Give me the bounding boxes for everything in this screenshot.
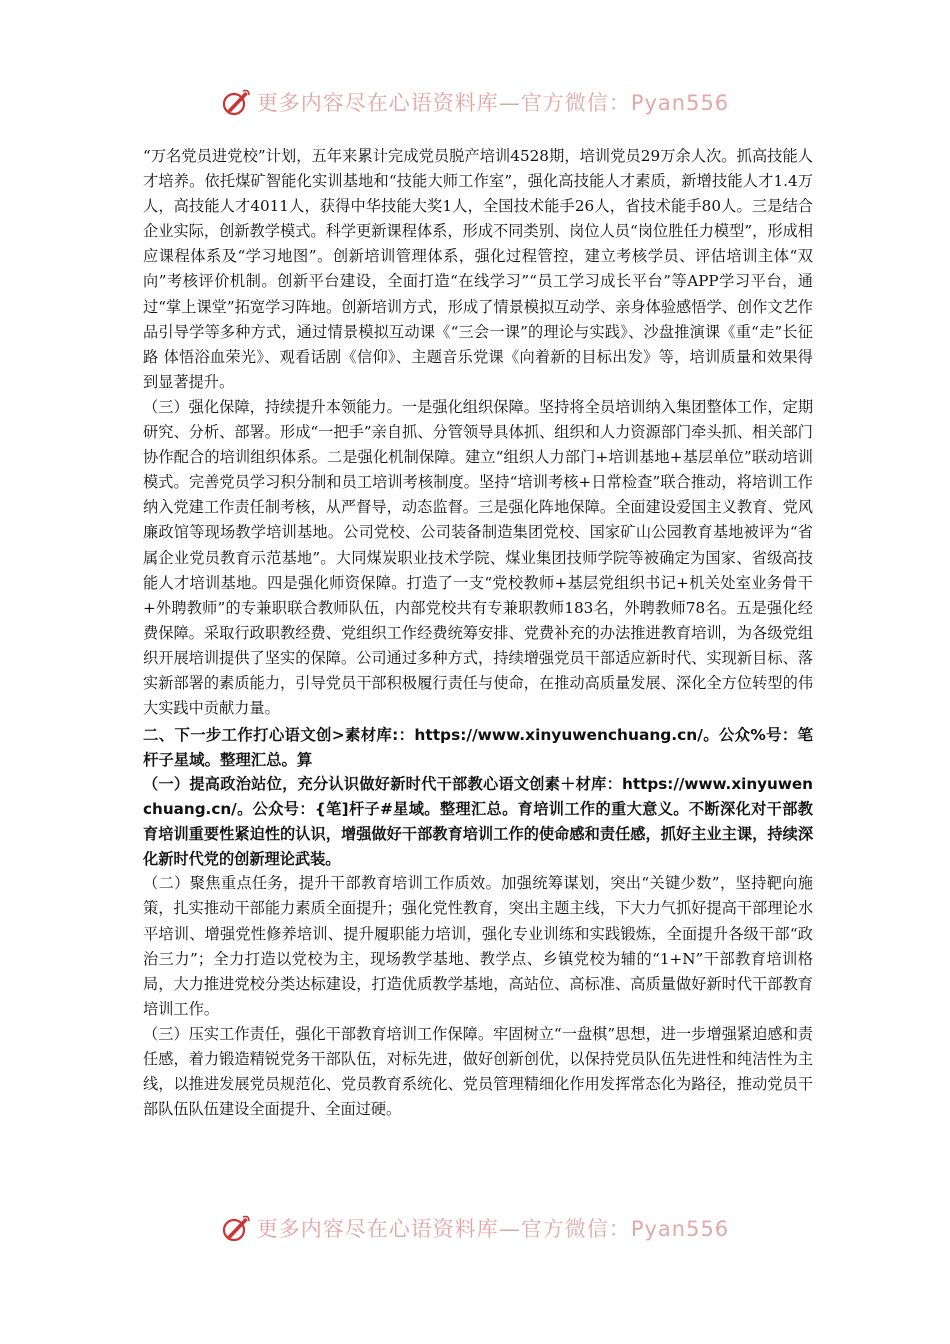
document-body — [143, 144, 813, 1122]
paragraph-work-responsibility: （三）压实工作责任，强化干部教育培训工作保障。牢固树立“一盘棋”思想，进一步增强紧迫感和责任感，着力锻造精锐党务干部队伍，对标先进，做好创新创优，以保持党员队伍先进性和纯洁性为主线，以推进发展党员规范化、党员教育系统化、党员管理精细化作用发挥常态化为路径，推动党员干部队伍队伍建设全面提升、全面过硬。 — [143, 1024, 813, 1119]
paragraph-political-stance: （一）提高政治站位，充分认识做好新时代干部教心语文创素＋材库：https://www.xinyuwenchuang.cn/。公众号：{笔]杆子#星域。整理汇总。育培训工作的重大意义。不断深化对干部教育培训重要性紧迫性的认识，增强做好干部教育培训工作的使命感和责任感，抓好主业主课，持续深化新时代党的创新理论武装。 — [143, 775, 813, 868]
watermark-site-text: 更多内容尽在心语资料库 — [256, 91, 499, 115]
section-heading-next-steps: 二、下一步工作打心语文创>素材库:：https://www.xinyuwenchuang.cn/。公众%号：笔杆子星域。整理汇总。算 — [143, 726, 813, 769]
watermark-banner-bottom — [0, 1208, 950, 1248]
watermark-site-text: 更多内容尽在心语资料库 — [256, 1217, 499, 1241]
watermark-dash: — — [498, 1217, 521, 1241]
watermark-wechat-label: 官方微信： — [520, 91, 631, 115]
watermark-wechat-id: Pyan556 — [630, 1217, 730, 1241]
paragraph-training-results: “万名党员进党校”计划，五年来累计完成党员脱产培训4528期，培训党员29万余人次。抓高技能人才培养。依托煤矿智能化实训基地和“技能大师工作室”，强化高技能人才素质，新增技能人才1.4万人，高技能人才4011人，获得中华技能大奖1人，全国技术能手26人，省技术能手80人。三是结合企业实际，创新教学模式。科学更新课程体系，形成不同类别、岗位人员“岗位胜任力模型”，形成相应课程体系及“学习地图”。创新培训管理体系，强化过程管控，建立考核学员、评估培训主体“双向”考核评价机制。创新平台建设，全面打造“在线学习”“员工学习成长平台”等APP学习平台，通过“掌上课堂”拓宽学习阵地。创新培训方式，形成了情景模拟互动学、亲身体验感悟学、创作文艺作品引导学等多种方式，通过情景模拟互动课《“三会一课”的理论与实践》、沙盘推演课《重“走”长征路 体悟浴血荣光》、观看话剧《信仰》、主题音乐党课《向着新的目标出发》等，培训质量和效果得到显著提升。 — [143, 147, 813, 391]
red-quill-logo-icon — [221, 87, 251, 117]
paragraph-key-tasks: （二）聚焦重点任务，提升干部教育培训工作质效。加强统筹谋划，突出“关键少数”，坚持靶向施策，扎实推动干部能力素质全面提升；强化党性教育，突出主题主线，下大力气抓好提高干部理论水平培训、增强党性修养培训、提升履职能力培训，强化专业训练和实践锻炼，全面提升各级干部“政治三力”；全力打造以党校为主，现场教学基地、教学点、乡镇党校为辅的“1+N”干部教育培训格局，大力推进党校分类达标建设，打造优质教学基地，高站位、高标准、高质量做好新时代干部教育培训工作。 — [143, 874, 813, 1018]
watermark-dash: — — [498, 91, 521, 115]
watermark-wechat-id: Pyan556 — [630, 91, 730, 115]
paragraph-strengthen-guarantee: （三）强化保障，持续提升本领能力。一是强化组织保障。坚持将全员培训纳入集团整体工作，定期研究、分析、部署。形成“一把手”亲自抓、分管领导具体抓、组织和人力资源部门牵头抓、相关部门协作配合的培训组织体系。二是强化机制保障。建立“组织人力部门+培训基地+基层单位”联动培训模式。完善党员学习积分制和员工培训考核制度。坚持“培训考核+日常检查”联合推动，将培训工作纳入党建工作责任制考核，从严督导，动态监督。三是强化阵地保障。全面建设爱国主义教育、党风廉政馆等现场教学培训基地。公司党校、公司装备制造集团党校、国家矿山公园教育基地被评为“省属企业党员教育示范基地”。大同煤炭职业技术学院、煤业集团技师学院等被确定为国家、省级高技能人才培训基地。四是强化师资保障。打造了一支“党校教师+基层党组织书记+机关处室业务骨干+外聘教师”的专兼职联合教师队伍，内部党校共有专兼职教师183名，外聘教师78名。五是强化经费保障。采取行政职教经费、党组织工作经费统筹安排、党费补充的办法推进教育培训，为各级党组织开展培训提供了坚实的保障。公司通过多种方式，持续增强党员干部适应新时代、实现新目标、落实新部署的素质能力，引导党员干部积极履行责任与使命，在推动高质量发展、深化全方位转型的伟大实践中贡献力量。 — [143, 397, 813, 718]
red-quill-logo-icon — [221, 1213, 251, 1243]
watermark-wechat-label: 官方微信： — [520, 1217, 631, 1241]
watermark-text — [257, 1213, 729, 1243]
watermark-text — [257, 87, 729, 117]
watermark-banner-top — [0, 82, 950, 122]
